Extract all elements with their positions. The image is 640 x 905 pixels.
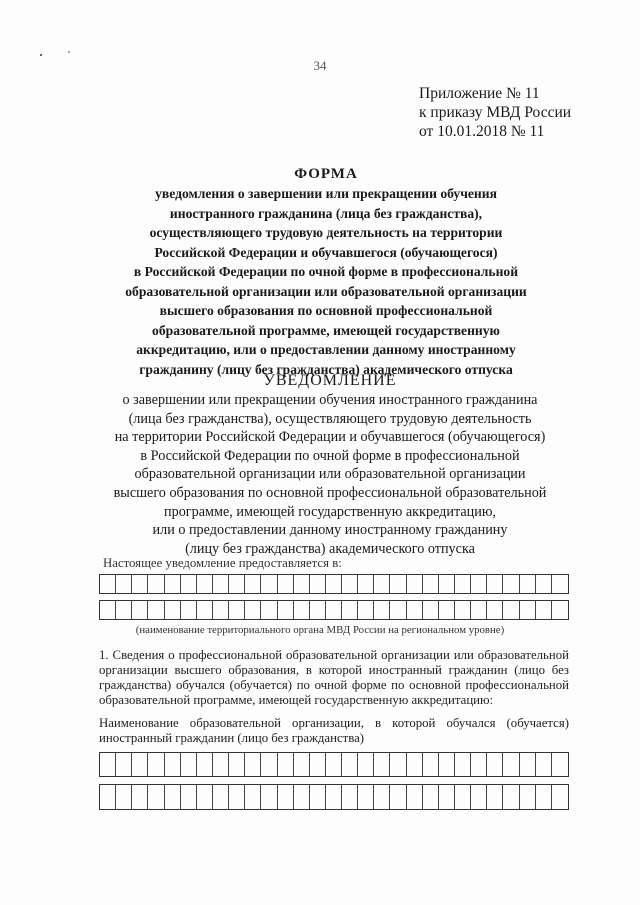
char-cell[interactable]	[390, 753, 406, 776]
notice-description-line: или о предоставлении данному иностранному гражданину	[152, 522, 508, 539]
char-cell[interactable]	[471, 575, 487, 593]
char-cell[interactable]	[310, 753, 326, 776]
char-cell[interactable]	[455, 753, 471, 776]
char-cell[interactable]	[552, 601, 568, 619]
char-cell[interactable]	[503, 785, 519, 809]
annex-reference	[419, 84, 571, 141]
char-cell[interactable]	[278, 601, 294, 619]
annex-line-1: Приложение № 11	[419, 85, 540, 102]
char-cell[interactable]	[310, 785, 326, 809]
char-cell[interactable]	[245, 575, 261, 593]
char-cell[interactable]	[132, 753, 148, 776]
char-cell[interactable]	[487, 785, 503, 809]
char-cell[interactable]	[358, 753, 374, 776]
char-cell[interactable]	[358, 601, 374, 619]
char-cell[interactable]	[197, 575, 213, 593]
char-cell[interactable]	[165, 753, 181, 776]
char-cell[interactable]	[390, 575, 406, 593]
notice-description-line: на территории Российской Федерации и обучавшегося (обучающегося)	[114, 429, 546, 446]
char-cell[interactable]	[213, 753, 229, 776]
char-cell[interactable]	[471, 753, 487, 776]
char-cell[interactable]	[148, 753, 164, 776]
char-cell[interactable]	[536, 575, 552, 593]
provided-to-label: Настоящее уведомление предоставляется в:	[103, 556, 342, 570]
char-cell[interactable]	[294, 575, 310, 593]
form-description-line: образовательной организации или образовательной организации	[125, 283, 527, 299]
char-cell[interactable]	[487, 601, 503, 619]
char-cell[interactable]	[374, 753, 390, 776]
char-cell[interactable]	[148, 601, 164, 619]
section-1-line: 1. Сведения о профессиональной образовательной организации или образовательной	[99, 648, 569, 662]
char-cell[interactable]	[229, 753, 245, 776]
territorial-body-input-row-2[interactable]	[99, 600, 569, 620]
char-cell[interactable]	[100, 601, 116, 619]
char-cell[interactable]	[310, 575, 326, 593]
char-cell[interactable]	[261, 575, 277, 593]
form-title-block	[96, 164, 556, 379]
form-description-line: уведомления о завершении или прекращении обучения	[155, 186, 497, 201]
char-cell[interactable]	[439, 601, 455, 619]
char-cell[interactable]	[439, 753, 455, 776]
char-cell[interactable]	[407, 753, 423, 776]
char-cell[interactable]	[148, 575, 164, 593]
section-1-line: гражданства) обучался (обучается) по очной форме по основной профессиональной	[99, 678, 569, 692]
char-cell[interactable]	[407, 785, 423, 809]
form-heading: ФОРМА	[294, 166, 358, 182]
char-cell[interactable]	[326, 785, 342, 809]
section-1-line: организации высшего образования, в которой иностранный гражданин (лицо без	[99, 663, 569, 677]
char-cell[interactable]	[487, 575, 503, 593]
char-cell[interactable]	[407, 601, 423, 619]
form-description	[96, 184, 556, 379]
char-cell[interactable]	[278, 785, 294, 809]
char-cell[interactable]	[552, 753, 568, 776]
char-cell[interactable]	[245, 785, 261, 809]
char-cell[interactable]	[197, 785, 213, 809]
notice-description-line: (лицу без гражданства) академического отпуска	[185, 540, 475, 557]
char-cell[interactable]	[165, 785, 181, 809]
char-cell[interactable]	[342, 575, 358, 593]
org-name-line: иностранный гражданин (лицо без гражданства)	[99, 731, 365, 745]
char-cell[interactable]	[374, 601, 390, 619]
char-cell[interactable]	[471, 601, 487, 619]
char-cell[interactable]	[439, 575, 455, 593]
char-cell[interactable]	[520, 601, 536, 619]
char-cell[interactable]	[213, 575, 229, 593]
territorial-body-caption: (наименование территориального органа МВД России на региональном уровне)	[135, 624, 505, 636]
char-cell[interactable]	[342, 785, 358, 809]
char-cell[interactable]	[278, 575, 294, 593]
char-cell[interactable]	[261, 601, 277, 619]
char-cell[interactable]	[520, 575, 536, 593]
form-description-line: аккредитацию, или о предоставлении данному иностранному	[136, 342, 516, 357]
char-cell[interactable]	[358, 575, 374, 593]
char-cell[interactable]	[100, 575, 116, 593]
form-description-line: Российской Федерации и обучавшегося (обучающегося)	[154, 244, 498, 260]
char-cell[interactable]	[390, 785, 406, 809]
char-cell[interactable]	[455, 575, 471, 593]
char-cell[interactable]	[229, 785, 245, 809]
territorial-body-input-row-1[interactable]	[99, 574, 569, 594]
notice-description-line: (лица без гражданства), осуществляющего трудовую деятельность	[128, 410, 532, 427]
char-cell[interactable]	[132, 601, 148, 619]
char-cell[interactable]	[181, 753, 197, 776]
notice-description-line: высшего образования по основной профессиональной образовательной	[113, 484, 547, 501]
char-cell[interactable]	[100, 753, 116, 776]
char-cell[interactable]	[423, 753, 439, 776]
org-name-input-row-1[interactable]	[99, 752, 569, 777]
org-name-input-row-2[interactable]	[99, 784, 569, 810]
char-cell[interactable]	[326, 753, 342, 776]
char-cell[interactable]	[552, 575, 568, 593]
org-name-label	[99, 716, 569, 746]
page-number: 34	[313, 58, 327, 73]
char-cell[interactable]	[455, 601, 471, 619]
char-cell[interactable]	[294, 753, 310, 776]
char-cell[interactable]	[326, 601, 342, 619]
char-cell[interactable]	[245, 753, 261, 776]
char-cell[interactable]	[213, 785, 229, 809]
char-cell[interactable]	[503, 601, 519, 619]
char-cell[interactable]	[100, 785, 116, 809]
char-cell[interactable]	[132, 785, 148, 809]
char-cell[interactable]	[116, 753, 132, 776]
char-cell[interactable]	[181, 601, 197, 619]
annex-line-3: от 10.01.2018 № 11	[419, 123, 545, 140]
char-cell[interactable]	[358, 785, 374, 809]
char-cell[interactable]	[423, 601, 439, 619]
form-description-line: осуществляющего трудовую деятельность на территории	[149, 225, 503, 240]
char-cell[interactable]	[229, 601, 245, 619]
char-cell[interactable]	[165, 601, 181, 619]
char-cell[interactable]	[116, 601, 132, 619]
org-name-line: Наименование образовательной организации, в которой обучался (обучается)	[99, 716, 569, 730]
notice-heading: УВЕДОМЛЕНИЕ	[263, 372, 397, 389]
char-cell[interactable]	[229, 575, 245, 593]
char-cell[interactable]	[245, 601, 261, 619]
char-cell[interactable]	[116, 575, 132, 593]
char-cell[interactable]	[181, 785, 197, 809]
char-cell[interactable]	[342, 753, 358, 776]
section-1-text	[99, 648, 569, 708]
char-cell[interactable]	[407, 575, 423, 593]
char-cell[interactable]	[455, 785, 471, 809]
char-cell[interactable]	[261, 785, 277, 809]
char-cell[interactable]	[132, 575, 148, 593]
char-cell[interactable]	[148, 785, 164, 809]
char-cell[interactable]	[374, 785, 390, 809]
form-description-line: высшего образования по основной профессиональной	[159, 303, 493, 318]
notice-description	[90, 391, 570, 558]
char-cell[interactable]	[294, 785, 310, 809]
char-cell[interactable]	[536, 753, 552, 776]
notice-title-block	[90, 371, 570, 558]
notice-description-line: образовательной организации или образовательной организации	[134, 466, 526, 483]
char-cell[interactable]	[423, 785, 439, 809]
char-cell[interactable]	[520, 753, 536, 776]
form-description-line: в Российской Федерации по очной форме в профессиональной	[133, 264, 519, 279]
annex-line-2: к приказу МВД России	[419, 104, 572, 121]
char-cell[interactable]	[197, 753, 213, 776]
char-cell[interactable]	[439, 785, 455, 809]
char-cell[interactable]	[294, 601, 310, 619]
form-description-line: образовательной программе, имеющей государственную	[152, 322, 500, 338]
char-cell[interactable]	[487, 753, 503, 776]
char-cell[interactable]	[213, 601, 229, 619]
notice-description-line: в Российской Федерации по очной форме в профессиональной	[140, 447, 520, 464]
notice-description-line: о завершении или прекращении обучения иностранного гражданина	[122, 392, 538, 408]
char-cell[interactable]	[552, 785, 568, 809]
char-cell[interactable]	[165, 575, 181, 593]
char-cell[interactable]	[520, 785, 536, 809]
form-description-line: иностранного гражданина (лица без гражданства),	[169, 205, 483, 221]
char-cell[interactable]	[503, 575, 519, 593]
char-cell[interactable]	[197, 601, 213, 619]
char-cell[interactable]	[326, 575, 342, 593]
char-cell[interactable]	[423, 575, 439, 593]
section-1-line: образовательной программе, имеющей государственную аккредитацию:	[99, 693, 494, 707]
char-cell[interactable]	[261, 753, 277, 776]
form-description-line: гражданину (лицу без гражданства) академического отпуска	[139, 361, 513, 377]
char-cell[interactable]	[536, 785, 552, 809]
char-cell[interactable]	[390, 601, 406, 619]
char-cell[interactable]	[471, 785, 487, 809]
char-cell[interactable]	[278, 753, 294, 776]
char-cell[interactable]	[116, 785, 132, 809]
notice-description-line: программе, имеющей государственную аккредитацию,	[164, 503, 496, 520]
char-cell[interactable]	[342, 601, 358, 619]
char-cell[interactable]	[310, 601, 326, 619]
char-cell[interactable]	[181, 575, 197, 593]
char-cell[interactable]	[503, 753, 519, 776]
char-cell[interactable]	[536, 601, 552, 619]
char-cell[interactable]	[374, 575, 390, 593]
